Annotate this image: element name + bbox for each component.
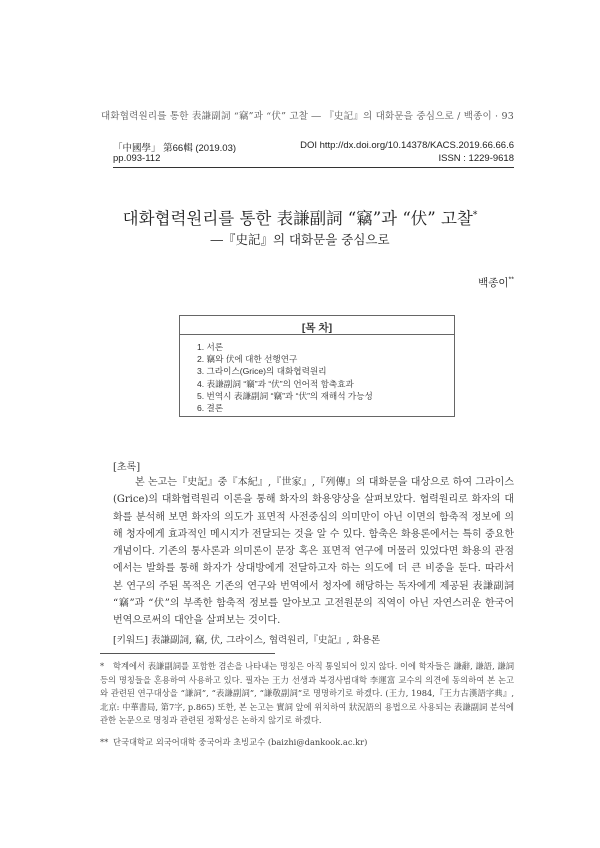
abstract-heading: [초록] [113, 462, 141, 473]
footnote [100, 736, 514, 750]
table-of-contents [179, 315, 455, 417]
toc-item[interactable]: 3. 그라이스(Grice)의 대화협력원리 [197, 366, 327, 377]
toc-divider [179, 334, 455, 335]
toc-item[interactable]: 2. 竊와 伏에 대한 선행연구 [197, 354, 298, 365]
footnote-text: 단국대학교 외국어대학 중국어과 초빙교수 (baizhi@dankook.ac.kr) [113, 737, 368, 747]
author-footnote-mark[interactable]: ** [508, 276, 514, 284]
footnote [100, 660, 514, 728]
toc-item[interactable]: 4. 表謙副詞 “竊”과 “伏”의 언어적 함축효과 [197, 378, 354, 389]
footnote-mark: * [100, 661, 105, 671]
abstract-body: 본 논고는『史記』중『本紀』,『世家』,『列傳』의 대화문을 대상으로 하여 그라이스(Grice)의 대화협력원리 이론을 통해 화자의 화용양상을 살펴보았다. 협력원리로 화자의 대화를 분석해 보면 화자의 의도가 표면적 사전중심의 의미만이 아닌 이면의 함축적 정보에 의해 청자에게 효과적인 메시지가 전달되는 것을 알 수 있다. 함축은 화용론에서는 특히 중요한 개념이다. 기존의 통사론과 의미론이 문장 혹은 표면적 연구에 머물러 있었다면 화용의 관점에서는 발화를 통해 화자가 상대방에게 전달하고자 하는 의도에 더 큰 비중을 둔다. 따라서 본 연구의 주된 목적은 기존의 연구와 번역에서 청자에 해당하는 독자에게 제공된 表謙副詞 “竊”과 “伏”의 부족한 함축적 정보를 알아보고 고전원문의 직역이 아닌 자연스러운 한국어 번역으로써의 대안을 살펴보는 것이다. [113, 477, 514, 627]
page-range: pp.093-112 [113, 153, 161, 164]
journal-info: 「中國學」 第66輯 (2019.03) [113, 143, 237, 154]
toc-list [197, 341, 373, 414]
toc-item[interactable]: 5. 번역시 表謙副詞 “竊”과 “伏”의 재해석 가능성 [197, 390, 373, 401]
toc-heading: [목 차] [301, 322, 333, 334]
author [478, 275, 514, 290]
paper-title [0, 205, 600, 229]
header-divider [113, 167, 514, 168]
doi[interactable]: DOI http://dx.doi.org/10.14378/KACS.2019.66.66.6 [300, 140, 514, 151]
issn: ISSN : 1229-9618 [438, 153, 514, 164]
footnote-divider [100, 653, 275, 654]
keywords: [키워드] 表謙副詞, 竊, 伏, 그라이스, 협력원리,『史記』, 화용론 [113, 635, 381, 646]
footnote-mark: ** [100, 737, 109, 747]
toc-item[interactable]: 1. 서론 [197, 342, 224, 352]
running-header: 대화협력원리를 통한 表謙副詞 “竊”과 “伏” 고찰 ― 『史記』의 대화문을 중심으로 / 백종이 · 93 [101, 111, 514, 122]
paper-title-text: 대화협력원리를 통한 表謙副詞 “竊”과 “伏” 고찰 [122, 209, 473, 228]
title-footnote-mark[interactable]: * [472, 210, 478, 221]
author-name: 백종이 [478, 277, 509, 289]
paper-subtitle: ―『史記』의 대화문을 중심으로 [210, 232, 390, 247]
toc-item[interactable]: 6. 결론 [197, 403, 224, 414]
footnote-text: 학계에서 表謙副詞를 포함한 겸손을 나타내는 명칭은 아직 통일되어 있지 않다. 이에 학자들은 謙辭, 謙語, 謙詞 등의 명칭들을 혼용하여 사용하고 있다. 필자는 王力 선생과 북경사범대학 李運富 교수의 의견에 동의하여 본 논고와 관련된 연구대상을 “謙詞”, “表謙副詞”, “謙敬副詞”로 명명하기로 하겠다. (王力, 1984,『王力古漢語字典』, 北京: 中華書局, 第7字, p.865) 또한, 본 논고는 實詞 앞에 위치하여 狀況語의 용법으로 사용되는 表謙副詞 분석에 관한 논문으로 명칭과 관련된 정확성은 논하지 않기로 하겠다. [100, 661, 514, 726]
